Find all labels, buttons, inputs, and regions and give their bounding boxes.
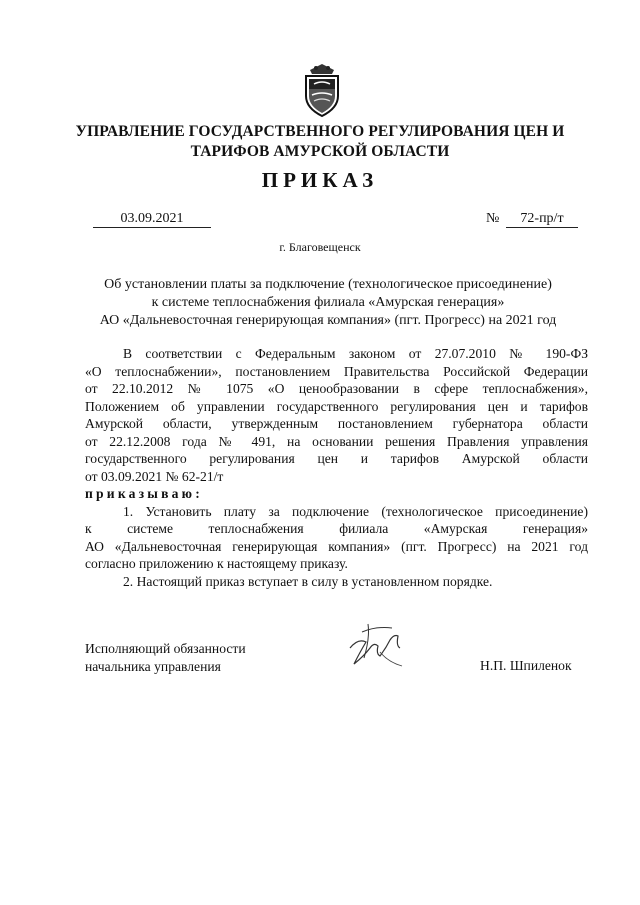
preamble-line: Амурской области, утвержденным постановлением губернатора области [85, 416, 588, 431]
order-word: приказываю: [85, 486, 203, 501]
document-type: ПРИКАЗ [261, 168, 379, 192]
document-date: 03.09.2021 [93, 210, 211, 228]
org-line-1: УПРАВЛЕНИЕ ГОСУДАРСТВЕННОГО РЕГУЛИРОВАНИЯ ЦЕН И [75, 123, 565, 140]
item-1-line: к системе теплоснабжения филиала «Амурская генерация» [85, 521, 588, 536]
position-line-1: Исполняющий обязанности [85, 641, 246, 656]
item-1-line: 1. Установить плату за подключение (технологическое присоединение) [123, 503, 588, 519]
coat-of-arms-icon [300, 62, 344, 118]
preamble-line: от 22.12.2008 года № 491, на основании решения Правления управления [85, 433, 588, 449]
signature-icon [340, 618, 416, 676]
document-city: г. Благовещенск [279, 240, 361, 254]
position-line-2: начальника управления [85, 659, 221, 674]
item-2: 2. Настоящий приказ вступает в силу в установленном порядке. [123, 573, 493, 589]
item-1-line: АО «Дальневосточная генерирующая компания» (пгт. Прогресс) на 2021 год [85, 538, 588, 554]
preamble-line: Положением об управлении государственного регулирования цен и тарифов [85, 398, 588, 414]
subject-line-1: Об установлении платы за подключение (технологическое присоединение) [104, 277, 552, 292]
signatory-position [85, 640, 246, 676]
number-label: № [486, 211, 500, 226]
subject-line-2: к системе теплоснабжения филиала «Амурская генерация» [151, 295, 505, 310]
document-body [85, 345, 588, 590]
preamble-line: от 22.10.2012 № 1075 «О ценообразовании в сфере теплоснабжения», [85, 381, 588, 396]
subject-line-3: АО «Дальневосточная генерирующая компания» (пгт. Прогресс) на 2021 год [99, 313, 557, 328]
org-line-2: ТАРИФОВ АМУРСКОЙ ОБЛАСТИ [190, 143, 450, 160]
organization-name [60, 122, 580, 162]
preamble-line: В соответствии с Федеральным законом от 27.07.2010 № 190-ФЗ [123, 346, 588, 361]
preamble-line: «О теплоснабжении», постановлением Правительства Российской Федерации [85, 363, 588, 379]
signatory-name: Н.П. Шпиленок [480, 658, 572, 673]
preamble-line: от 03.09.2021 № 62-21/т [85, 468, 224, 484]
document-subject [78, 276, 578, 330]
document-number: 72-пр/т [506, 210, 578, 228]
preamble-line: государственного регулирования цен и тарифов Амурской области [85, 451, 588, 466]
item-1-line: согласно приложению к настоящему приказу. [85, 556, 348, 571]
